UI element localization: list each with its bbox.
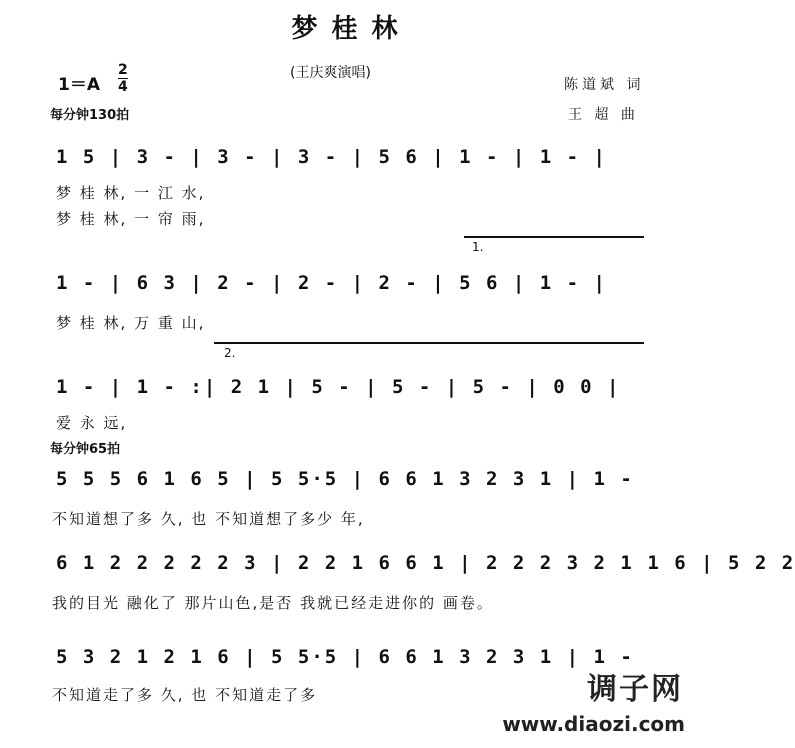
lyric-row-6: 不知道走了多 久, 也 不知道走了多 [52,686,318,704]
notation-row-3: 1 - | 1 - :| 2 1 | 5 - | 5 - | 5 - | 0 0 | [56,376,621,398]
volta-bracket-1 [464,236,644,238]
time-signature-top: 2 [118,62,128,78]
tempo-marking-1: 每分钟130拍 [50,108,130,123]
lyric-row-3: 爱 永 远, [56,414,128,432]
notation-row-4: 5 5 5 6 1 6 5 | 5 5·5 | 6 6 1 3 2 3 1 | 1 - [56,468,634,490]
volta-label-1: 1. [472,240,484,254]
lyricist-credit: 陈道斌 词 [564,77,645,93]
lyric-row-1a: 梦 桂 林, 一 江 水, [56,184,206,202]
lyric-row-2: 梦 桂 林, 万 重 山, [56,314,206,332]
key-signature: 1＝A [58,75,100,95]
watermark-logo: 调子网 [587,672,683,707]
lyric-row-1b: 梦 桂 林, 一 帘 雨, [56,210,206,228]
time-signature-bottom: 4 [118,79,128,95]
watermark-url: www.diaozi.com [502,712,685,736]
lyric-row-4: 不知道想了多 久, 也 不知道想了多少 年, [52,510,365,528]
volta-bracket-2 [214,342,644,344]
notation-row-2: 1 - | 6 3 | 2 - | 2 - | 2 - | 5 6 | 1 - | [56,272,607,294]
performer-note: (王庆爽演唱) [290,65,371,81]
composer-credit: 王 超 曲 [568,107,639,123]
song-title: 梦桂林 [291,14,412,44]
notation-row-6: 5 3 2 1 2 1 6 | 5 5·5 | 6 6 1 3 2 3 1 | 1 - [56,646,634,668]
notation-row-5: 6 1 2 2 2 2 2 3 | 2 2 1 6 6 1 | 2 2 2 3 2 1 1 6 | 5 2 2 [56,552,795,574]
volta-label-2: 2. [224,346,236,360]
time-signature [118,62,128,95]
notation-row-1: 1 5 | 3 - | 3 - | 3 - | 5 6 | 1 - | 1 - | [56,146,607,168]
lyric-row-5: 我的目光 融化了 那片山色,是否 我就已经走进你的 画卷。 [52,594,494,612]
tempo-marking-2: 每分钟65拍 [50,442,121,457]
